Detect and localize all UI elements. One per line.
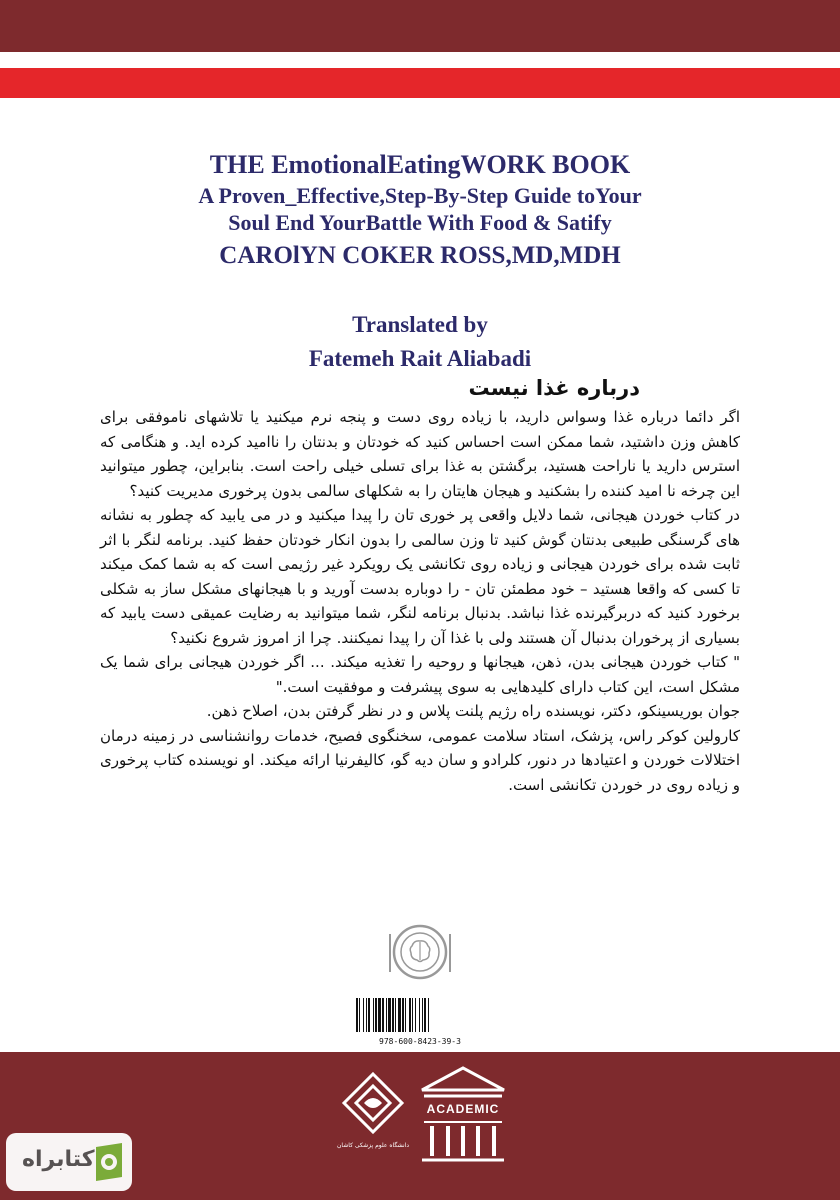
author-bio: کارولین کوکر راس، پزشک، استاد سلامت عمومی، سخنگوی فصیح، خدمات روانشناسی در زمینه درمان اختلالات خوردن و اعتیادها در دنور، کلرادو و سان دیه گو، کالیفرنیا ارائه میکند. او نویسنده کتاب پرخوری و زیاده روی در خوردن تکانشی است. [100, 726, 740, 794]
barcode-bar [402, 998, 404, 1032]
book-title: THE EmotionalEatingWORK BOOK [209, 150, 631, 179]
academic-label: ACADEMIC [426, 1102, 500, 1116]
barcode-bar [415, 998, 416, 1032]
top-red-stripe [0, 68, 840, 98]
barcode-bar [363, 998, 364, 1032]
isbn-barcode [352, 996, 488, 1048]
barcode-bar [356, 998, 358, 1032]
barcode-bar [409, 998, 411, 1032]
university-logo-icon [338, 1070, 408, 1140]
barcode-bar [386, 998, 387, 1032]
ketabrah-logo-icon [92, 1141, 132, 1183]
book-author: CAROlYN COKER ROSS,MD,MDH [219, 242, 621, 269]
barcode-bar [359, 998, 360, 1032]
ketabrah-label: کتابراه [22, 1147, 95, 1172]
barcode-bar [382, 998, 384, 1032]
isbn-number: 978-600-8423-39-3 [379, 1037, 461, 1046]
barcode-bar [422, 998, 423, 1032]
barcode-bar [412, 998, 413, 1032]
about-body [100, 405, 740, 797]
barcode-bar [366, 998, 367, 1032]
translator-name: Fatemeh Rait Aliabadi [308, 346, 532, 371]
ketabrah-badge[interactable] [6, 1133, 132, 1191]
barcode-bar [378, 998, 381, 1032]
endorsement-quote: " کتاب خوردن هیجانی بدن، ذهن، هیجانها و روحیه را تغذیه میکند. ... اگر خوردن هیجانی برای شما یک مشکل است، این کتاب دارای کلیدهایی به سوی پیشرفت و موفقیت است." [100, 653, 740, 696]
barcode-bar [395, 998, 396, 1032]
book-subtitle-line1: A Proven_Effective,Step-By-Step Guide toYour [198, 183, 642, 208]
barcode-bar [388, 998, 391, 1032]
barcode-bar [368, 998, 370, 1032]
barcode-bars [352, 996, 488, 1036]
barcode-bar [419, 998, 420, 1032]
top-maroon-band [0, 0, 840, 52]
barcode-bar [392, 998, 394, 1032]
about-paragraph: در کتاب خوردن هیجانی، شما دلایل واقعی پر خوری تان را پیدا میکنید و در می یابید که چطور به نشانه های گرسنگی طبیعی بدنتان گوش کنید تا وزن سالمی را بدون انکار خودتان حفظ کنید. برنامه لنگر با اثر ثابت شده برای خوردن هیجانی و زیاده روی تکانشی یک رویکرد غیر رژیمی است که به شما کمک میکند تا کسی که واقعا هستید – خود مطمئن تان - را دوباره بدست آورید و با هیجانهای مشکل ساز به شکلی برخورد کنید که دربرگیرنده غذا نباشد. بدنبال برنامه لنگر، شما میتوانید به رضایت عمیقی دست یابید که بسیاری از پرخوران بدنبال آن هستند ولی با غذا آن را پیدا نمیکنند. چرا از امروز شروع نکنید؟ [100, 506, 740, 647]
about-paragraph: اگر دائما درباره غذا وسواس دارید، با زیاده روی دست و پنجه نرم میکنید یا تلاشهای ناموفقی برای کاهش وزن داشتید، شما ممکن است احساس کنید که خودتان و بدنتان را ناامید کرده اید. و هنگامی که استرس دارید یا ناراحت هستید، برگشتن به غذا برای تسلی خیلی راحت است. بنابراین، چطور میتوانید این چرخه نا امید کننده را بشکنید و هیجان هایتان را به شکلهای سالمی بدون پرخوری مدیریت کنید؟ [100, 408, 740, 500]
book-subtitle-line2: Soul End YourBattle With Food & Satify [228, 210, 612, 235]
barcode-bar [428, 998, 429, 1032]
about-heading: درباره غذا نیست [468, 376, 640, 400]
barcode-bar [424, 998, 426, 1032]
endorsement-source: جوان بوریسینکو، دکتر، نویسنده راه رژیم پلنت پلاس و در نظر گرفتن بدن، اصلاح ذهن. [206, 702, 740, 720]
translated-by-label: Translated by [352, 312, 488, 337]
barcode-bar [398, 998, 401, 1032]
barcode-bar [373, 998, 374, 1032]
barcode-bar [375, 998, 377, 1032]
barcode-bar [405, 998, 406, 1032]
brain-plate-icon [388, 920, 452, 984]
university-caption: دانشگاه علوم پزشکی کاشان [336, 1142, 410, 1149]
